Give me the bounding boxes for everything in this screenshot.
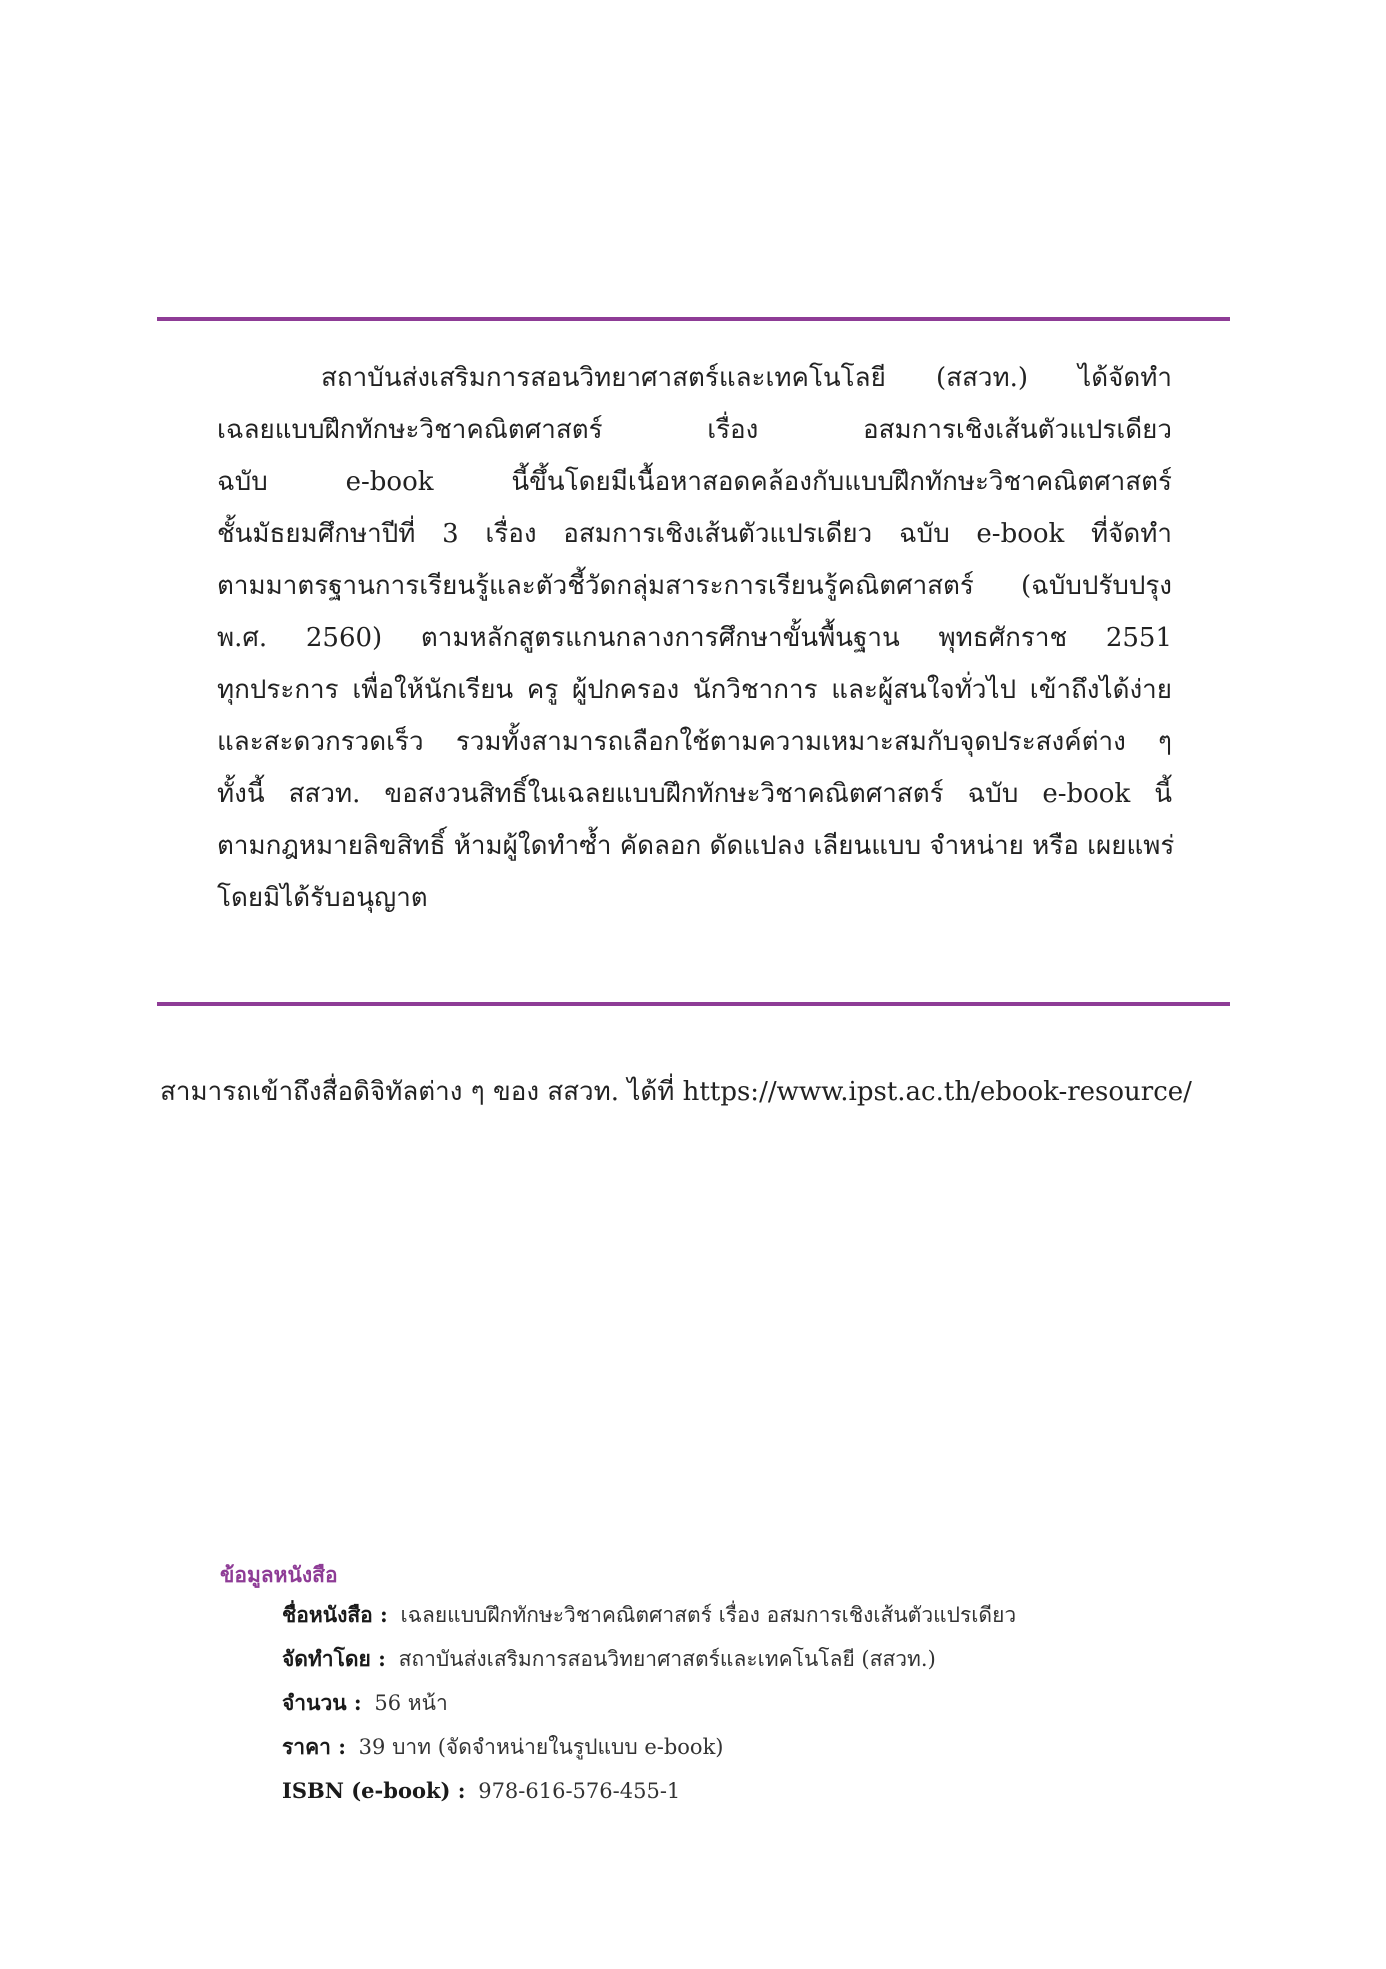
bottom-divider <box>157 1002 1230 1006</box>
book-info-row-title <box>282 1600 1180 1644</box>
book-info-row-publisher <box>282 1644 1180 1688</box>
book-info-title: ข้อมูลหนังสือ <box>220 1562 338 1587</box>
statement-line: ฉบับ e-book นี้ขึ้นโดยมีเนื้อหาสอดคล้องกับแบบฝึกทักษะวิชาคณิตศาสตร์ <box>217 467 1172 497</box>
book-info-label: ชื่อหนังสือ : <box>282 1602 388 1627</box>
statement-line: พ.ศ. 2560) ตามหลักสูตรแกนกลางการศึกษาขั้นพื้นฐาน พุทธศักราช 2551 <box>217 623 1172 653</box>
statement-line: ทั้งนี้ สสวท. ขอสงวนสิทธิ์ในเฉลยแบบฝึกทักษะวิชาคณิตศาสตร์ ฉบับ e-book นี้ <box>217 779 1172 809</box>
book-info <box>220 1560 1180 1820</box>
statement-line: ทุกประการ เพื่อให้นักเรียน ครู ผู้ปกครอง นักวิชาการ และผู้สนใจทั่วไป เข้าถึงได้ง่าย <box>217 675 1172 705</box>
book-info-label: จัดทำโดย : <box>282 1646 386 1671</box>
book-info-value: เฉลยแบบฝึกทักษะวิชาคณิตศาสตร์ เรื่อง อสมการเชิงเส้นตัวแปรเดียว <box>400 1603 1017 1627</box>
copyright-statement <box>217 352 1175 924</box>
book-info-value: 56 หน้า <box>374 1691 448 1715</box>
statement-line: และสะดวกรวดเร็ว รวมทั้งสามารถเลือกใช้ตามความเหมาะสมกับจุดประสงค์ต่าง ๆ <box>217 727 1172 757</box>
statement-line: โดยมิได้รับอนุญาต <box>217 883 428 913</box>
statement-line: ตามมาตรฐานการเรียนรู้และตัวชี้วัดกลุ่มสาระการเรียนรู้คณิตศาสตร์ (ฉบับปรับปรุง <box>217 571 1172 601</box>
statement-line: ชั้นมัธยมศึกษาปีที่ 3 เรื่อง อสมการเชิงเส้นตัวแปรเดียว ฉบับ e-book ที่จัดทำ <box>217 519 1172 549</box>
book-info-row-isbn <box>282 1776 1180 1820</box>
book-info-label: จำนวน : <box>282 1690 362 1715</box>
book-info-value: สถาบันส่งเสริมการสอนวิทยาศาสตร์และเทคโนโลยี (สสวท.) <box>398 1647 936 1671</box>
statement-line: ตามกฎหมายลิขสิทธิ์ ห้ามผู้ใดทำซ้ำ คัดลอก ดัดแปลง เลียนแบบ จำหน่าย หรือ เผยแพร่ <box>217 831 1175 861</box>
book-info-value: 39 บาท (จัดจำหน่ายในรูปแบบ e-book) <box>358 1735 724 1759</box>
access-note: สามารถเข้าถึงสื่อดิจิทัลต่าง ๆ ของ สสวท. ได้ที่ https://www.ipst.ac.th/ebook-resource/ <box>160 1077 1192 1107</box>
book-info-row-price <box>282 1732 1180 1776</box>
book-info-row-pages <box>282 1688 1180 1732</box>
book-info-label: ราคา : <box>282 1734 346 1759</box>
book-info-value: 978-616-576-455-1 <box>478 1779 681 1803</box>
statement-line: สถาบันส่งเสริมการสอนวิทยาศาสตร์และเทคโนโลยี (สสวท.) ได้จัดทำ <box>321 363 1172 393</box>
book-info-label: ISBN (e-book) : <box>282 1778 466 1803</box>
statement-line: เฉลยแบบฝึกทักษะวิชาคณิตศาสตร์ เรื่อง อสมการเชิงเส้นตัวแปรเดียว <box>217 415 1172 445</box>
top-divider <box>157 317 1230 321</box>
